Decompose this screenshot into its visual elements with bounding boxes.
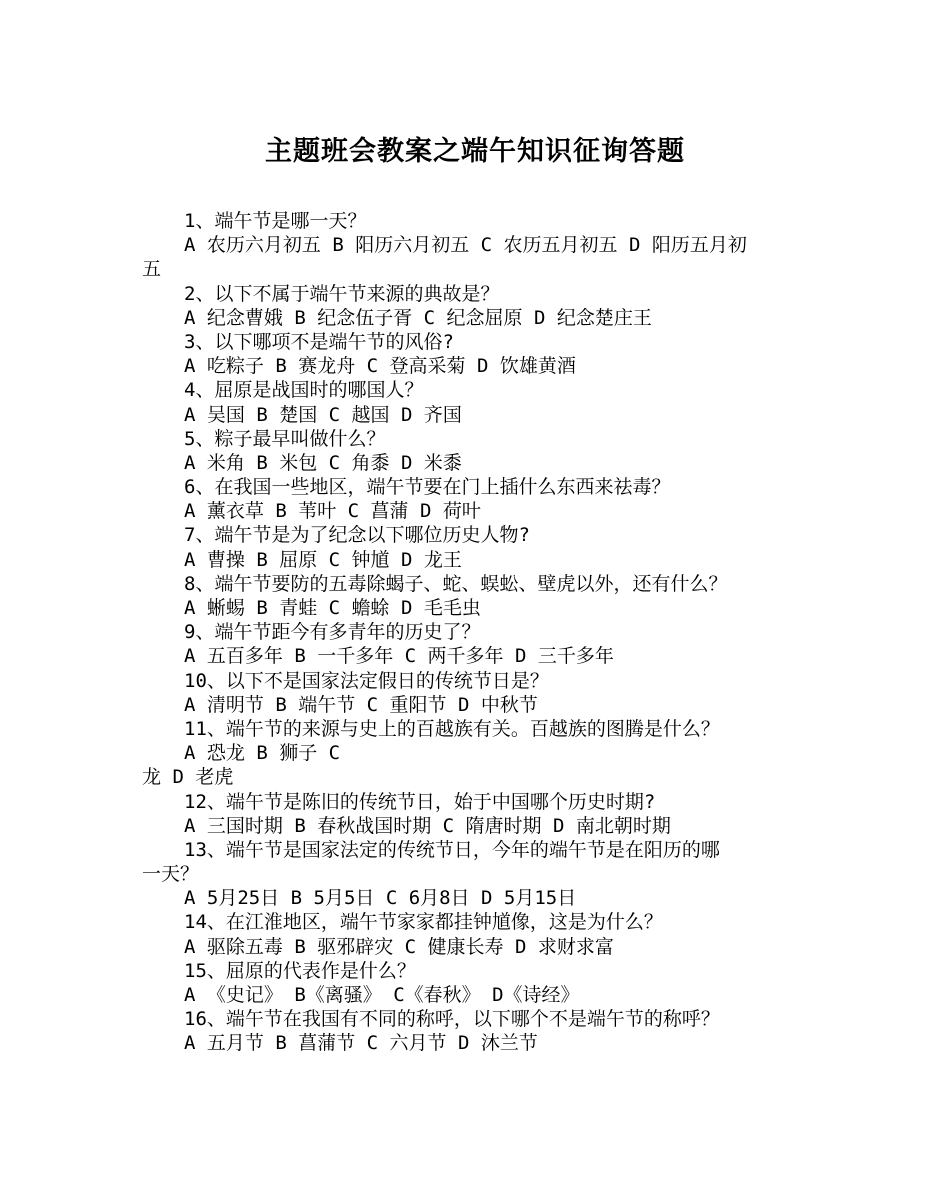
quiz-line: 8、端午节要防的五毒除蝎子、蛇、蜈蚣、壁虎以外，还有什么？ xyxy=(184,572,728,595)
quiz-line: A 五百多年 B 一千多年 C 两千多年 D 三千多年 xyxy=(184,645,614,668)
quiz-line: 7、端午节是为了纪念以下哪位历史人物? xyxy=(184,524,530,547)
quiz-content xyxy=(142,209,814,1056)
quiz-line: A 恐龙 B 狮子 C xyxy=(184,742,341,765)
quiz-line: A 五月节 B 菖蒲节 C 六月节 D 沐兰节 xyxy=(184,1032,538,1055)
quiz-line: 16、端午节在我国有不同的称呼，以下哪个不是端午节的称呼？ xyxy=(184,1008,720,1031)
quiz-line: 15、屈原的代表作是什么？ xyxy=(184,959,416,982)
quiz-line: A 驱除五毒 B 驱邪辟灾 C 健康长寿 D 求财求富 xyxy=(184,935,614,958)
quiz-line: A 曹操 B 屈原 C 钟馗 D 龙王 xyxy=(184,548,462,571)
quiz-line: 龙 D 老虎 xyxy=(142,766,234,789)
quiz-line: 3、以下哪项不是端午节的风俗? xyxy=(184,330,454,353)
quiz-line: 12、端午节是陈旧的传统节日，始于中国哪个历史时期? xyxy=(184,790,656,813)
quiz-line: A 农历六月初五 B 阳历六月初五 C 农历五月初五 D 阳历五月初 xyxy=(184,234,747,257)
quiz-line: 14、在江淮地区，端午节家家都挂钟馗像，这是为什么？ xyxy=(184,911,663,934)
quiz-line: A 吴国 B 楚国 C 越国 D 齐国 xyxy=(184,403,462,426)
quiz-line: A 薰衣草 B 苇叶 C 菖蒲 D 荷叶 xyxy=(184,500,481,523)
quiz-line: 10、以下不是国家法定假日的传统节日是？ xyxy=(184,669,549,692)
quiz-line: 9、端午节距今有多青年的历史了？ xyxy=(184,621,481,644)
quiz-line: 11、端午节的来源与史上的百越族有关。百越族的图腾是什么？ xyxy=(184,717,720,740)
quiz-line: A 清明节 B 端午节 C 重阳节 D 中秋节 xyxy=(184,693,538,716)
quiz-line: 一天？ xyxy=(142,863,200,886)
quiz-line: A 5月25日 B 5月5日 C 6月8日 D 5月15日 xyxy=(184,887,577,910)
document-title: 主题班会教案之端午知识征询答题 xyxy=(265,136,685,167)
quiz-line: 5、粽子最早叫做什么？ xyxy=(184,427,386,450)
quiz-line: 6、在我国一些地区，端午节要在门上插什么东西来祛毒？ xyxy=(184,476,671,499)
quiz-line: A 纪念曹娥 B 纪念伍子胥 C 纪念屈原 D 纪念楚庄王 xyxy=(184,306,652,329)
quiz-line: 13、端午节是国家法定的传统节日，今年的端午节是在阳历的哪 xyxy=(184,838,720,861)
quiz-line: 2、以下不属于端午节来源的典故是？ xyxy=(184,282,500,305)
quiz-line: A 《史记》 B《离骚》 C《春秋》 D《诗经》 xyxy=(184,984,580,1006)
quiz-line: A 米角 B 米包 C 角黍 D 米黍 xyxy=(184,451,462,474)
quiz-line: 4、屈原是战国时的哪国人？ xyxy=(184,379,424,402)
quiz-line: 五 xyxy=(142,258,162,281)
quiz-line: 1、端午节是哪一天？ xyxy=(184,210,367,232)
quiz-line: A 吃粽子 B 赛龙舟 C 登高采菊 D 饮雄黄酒 xyxy=(184,355,576,378)
quiz-line: A 三国时期 B 春秋战国时期 C 隋唐时期 D 南北朝时期 xyxy=(184,814,671,837)
quiz-line: A 蜥蜴 B 青蛙 C 蟾蜍 D 毛毛虫 xyxy=(184,597,481,619)
